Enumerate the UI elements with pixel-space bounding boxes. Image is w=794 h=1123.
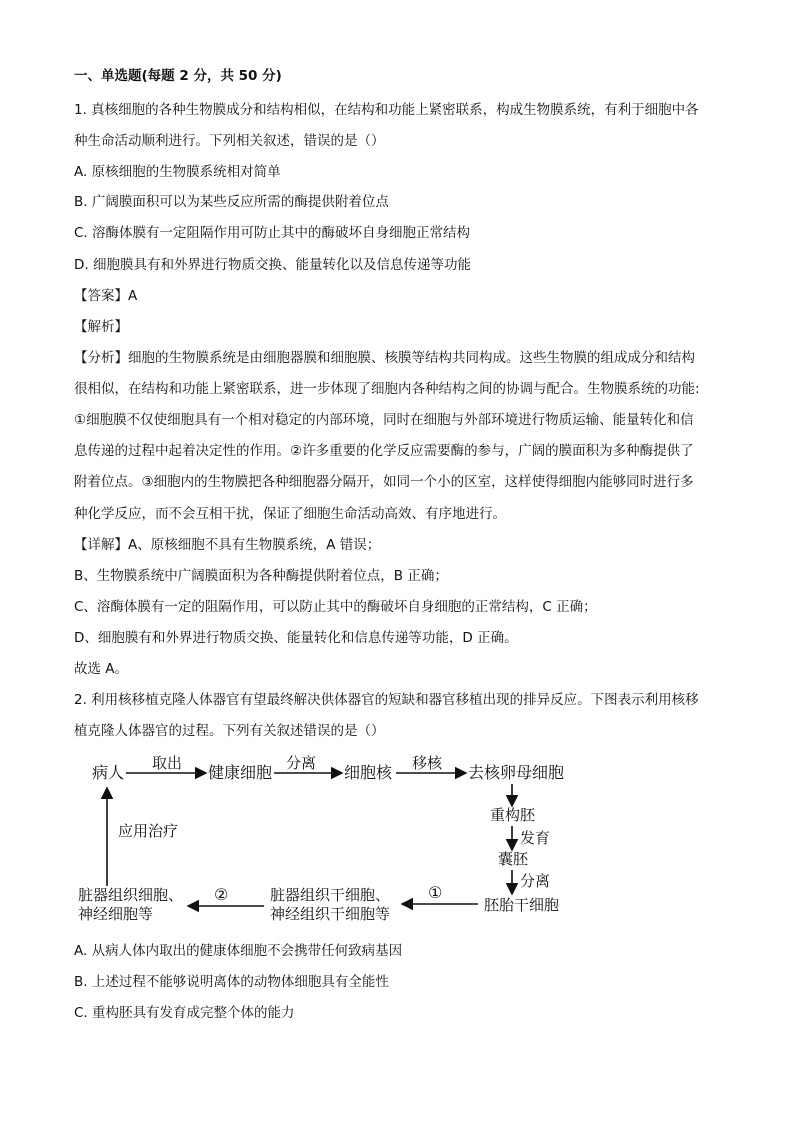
label-separate-1: 分离 [286, 754, 317, 772]
label-step-2: ② [214, 885, 229, 904]
q1-analysis-line: 种化学反应，而不会互相干扰，保证了细胞生命活动高效、有序地进行。 [74, 506, 506, 522]
question-1-stem: 1. 真核细胞的各种生物膜成分和结构相似，在结构和功能上紧密联系，构成生物膜系统，有利于细胞中各 [74, 102, 699, 118]
node-patient: 病人 [92, 763, 125, 782]
q1-answer: 【答案】A [74, 288, 138, 304]
cloning-process-diagram [74, 748, 574, 928]
q1-analysis-line: ①细胞膜不仅使细胞具有一个相对稳定的内部环境，同时在细胞与外部环境进行物质运输、能量转化和信 [74, 412, 694, 428]
q1-detail-line: C、溶酶体膜有一定的阻隔作用，可以防止其中的酶破坏自身细胞的正常结构，C 正确； [74, 599, 597, 615]
q1-detail-line: D、细胞膜有和外界进行物质交换、能量转化和信息传递等功能，D 正确。 [74, 630, 518, 646]
q2-option-b: B. 上述过程不能够说明离体的动物体细胞具有全能性 [74, 974, 389, 990]
node-blastocyst: 囊胚 [498, 850, 529, 868]
node-tissue-cells-1: 脏器组织细胞、 [78, 886, 184, 904]
node-es-cell: 胚胎干细胞 [484, 896, 560, 914]
q2-option-c: C. 重构胚具有发育成完整个体的能力 [74, 1005, 295, 1021]
q1-option-b: B. 广阔膜面积可以为某些反应所需的酶提供附着位点 [74, 194, 389, 210]
label-transfer: 移核 [412, 754, 443, 772]
label-take-out: 取出 [152, 754, 183, 772]
q1-analysis-line: 【分析】细胞的生物膜系统是由细胞器膜和细胞膜、核膜等结构共同构成。这些生物膜的组成成分和结构 [74, 350, 695, 366]
node-nucleus: 细胞核 [344, 763, 393, 782]
label-step-1: ① [428, 883, 443, 902]
node-tissue-cells-2: 神经细胞等 [78, 905, 154, 923]
node-stem-cells-1: 脏器组织干细胞、 [270, 886, 391, 904]
q1-detail-line: B、生物膜系统中广阔膜面积为各种酶提供附着位点，B 正确； [74, 568, 448, 584]
node-stem-cells-2: 神经组织干细胞等 [270, 905, 391, 923]
q1-detail-line: 【详解】A、原核细胞不具有生物膜系统，A 错误； [74, 537, 381, 553]
label-separate-2: 分离 [520, 872, 551, 890]
node-enucleated-egg: 去核卵母细胞 [468, 763, 565, 782]
question-2-stem-cont: 植克隆人体器官的过程。下列有关叙述错误的是（） [74, 723, 385, 739]
q1-analysis-line: 息传递的过程中起着决定性的作用。②许多重要的化学反应需要酶的参与，广阔的膜面积为多种酶提供了 [74, 443, 694, 459]
q1-option-c: C. 溶酶体膜有一定阻隔作用可防止其中的酶破坏自身细胞正常结构 [74, 225, 471, 241]
q1-analysis-line: 附着位点。③细胞内的生物膜把各种细胞器分隔开，如同一个小的区室，这样使得细胞内能够同时进行多 [74, 474, 694, 490]
q1-conclusion: 故选 A。 [74, 661, 129, 677]
label-develop: 发育 [520, 829, 551, 847]
question-1-stem-cont: 种生命活动顺利进行。下列相关叙述，错误的是（） [74, 133, 385, 149]
q1-analysis-label: 【解析】 [74, 319, 128, 335]
node-reconstructed-embryo: 重构胚 [490, 806, 536, 824]
q1-option-d: D. 细胞膜具有和外界进行物质交换、能量转化以及信息传递等功能 [74, 257, 471, 273]
question-2-stem: 2. 利用核移植克隆人体器官有望最终解决供体器官的短缺和器官移植出现的排异反应。下图表示利用核移 [74, 692, 699, 708]
q2-option-a: A. 从病人体内取出的健康体细胞不会携带任何致病基因 [74, 943, 403, 959]
node-healthy-cell: 健康细胞 [208, 763, 273, 782]
label-treatment: 应用治疗 [118, 822, 179, 840]
section-title: 一、单选题(每题 2 分，共 50 分) [74, 68, 282, 84]
q1-analysis-line: 很相似，在结构和功能上紧密联系，进一步体现了细胞内各种结构之间的协调与配合。生物膜系统的功能: [74, 381, 700, 397]
q1-option-a: A. 原核细胞的生物膜系统相对简单 [74, 164, 281, 180]
